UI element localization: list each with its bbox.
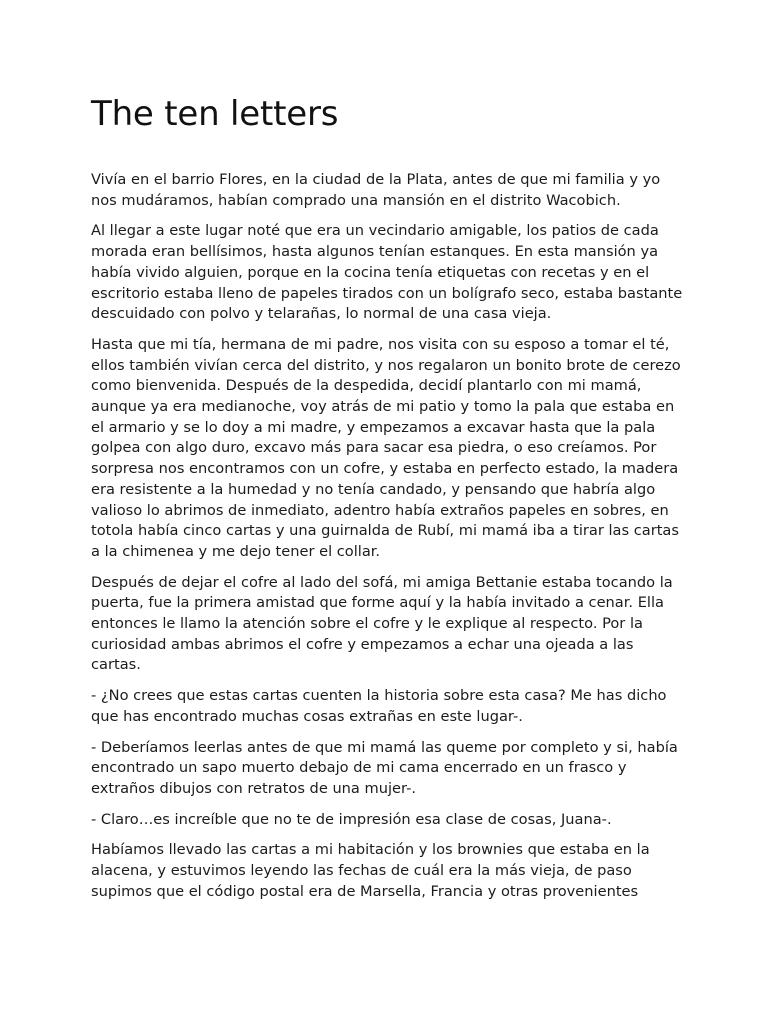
paragraph-5: - ¿No crees que estas cartas cuenten la historia sobre esta casa? Me has dicho que has encontrado muchas cosas extrañas en este lugar-.	[91, 687, 667, 725]
paragraph-4: Después de dejar el cofre al lado del sofá, mi amiga Bettanie estaba tocando la puerta, fue la primera amistad que forme aquí y la había invitado a cenar. Ella entonces le llamo la atención sobre el cofre y le explique al respecto. Por la curiosidad ambas abrimos el cofre y empezamos a echar una ojeada a las cartas.	[91, 573, 673, 674]
paragraph-2: Al llegar a este lugar noté que era un vecindario amigable, los patios de cada morada eran bellísimos, hasta algunos tenían estanques. En esta mansión ya había vivido alguien, porque en la cocina tenía etiquetas con recetas y en el escritorio estaba lleno de papeles tirados con un bolígrafo seco, estaba bastante descuidado con polvo y telarañas, lo normal de una casa vieja.	[91, 222, 683, 323]
document-title: The ten letters	[91, 94, 339, 134]
paragraph-3: Hasta que mi tía, hermana de mi padre, nos visita con su esposo a tomar el té, ellos también vivían cerca del distrito, y nos regalaron un bonito brote de cerezo como bienvenida. Después de la despedida, decidí plantarlo con mi mamá, aunque ya era medianoche, voy atrás de mi patio y tomo la pala que estaba en el armario y se lo doy a mi madre, y empezamos a excavar hasta que la pala golpea con algo duro, excavo más para sacar esa piedra, o eso creíamos. Por sorpresa nos encontramos con un cofre, y estaba en perfecto estado, la madera era resistente a la humedad y no tenía candado, y pensando que habría algo valioso lo abrimos de inmediato, adentro había extraños papeles en sobres, en totola había cinco cartas y una guirnalda de Rubí, mi mamá iba a tirar las cartas a la chimenea y me dejo tener el collar.	[91, 335, 681, 560]
paragraph-7: - Claro…es increíble que no te de impresión esa clase de cosas, Juana-.	[91, 810, 612, 828]
document-page	[91, 92, 683, 913]
paragraph-6: - Deberíamos leerlas antes de que mi mamá las queme por completo y si, había encontrado un sapo muerto debajo de mi cama encerrado en un frasco y extraños dibujos con retratos de una mujer-.	[91, 738, 678, 797]
paragraph-1: Vivía en el barrio Flores, en la ciudad de la Plata, antes de que mi familia y yo nos mudáramos, habían comprado una mansión en el distrito Wacobich.	[91, 171, 661, 209]
paragraph-8: Habíamos llevado las cartas a mi habitación y los brownies que estaba en la alacena, y estuvimos leyendo las fechas de cuál era la más vieja, de paso supimos que el código postal era de Marsella, Francia y otras provenientes	[91, 841, 650, 900]
